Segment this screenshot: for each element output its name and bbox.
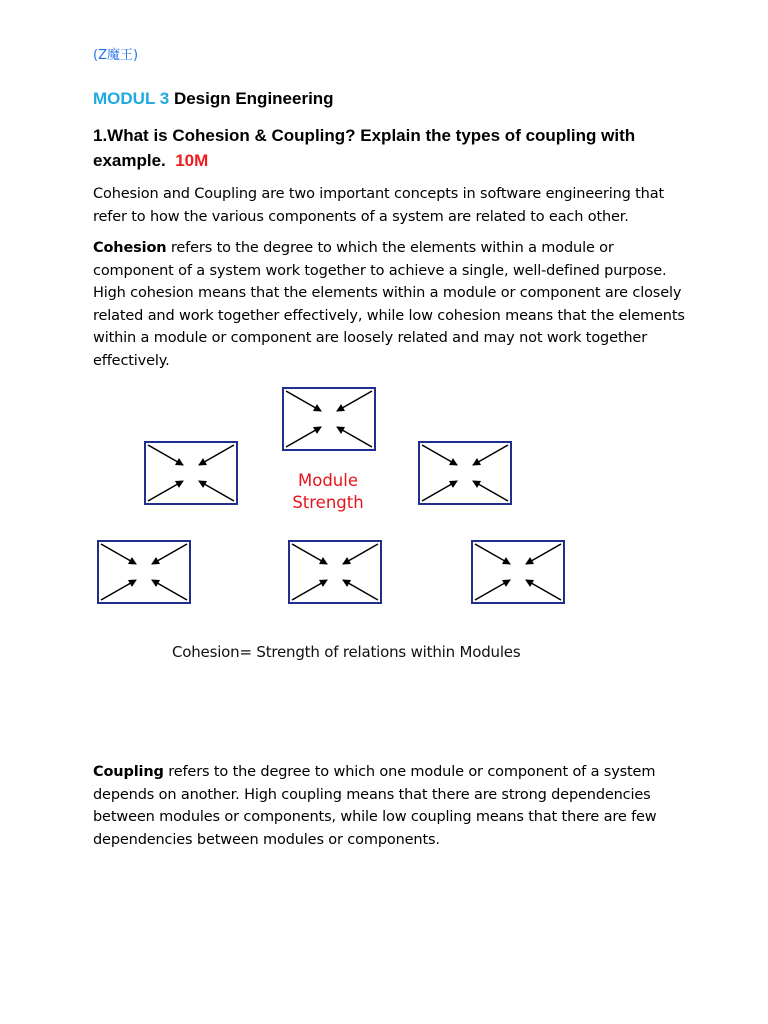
cohesion-diagram (0, 380, 768, 680)
inward-arrow (422, 445, 457, 465)
cohesion-paragraph (93, 237, 693, 373)
module-strength-figure (0, 380, 768, 680)
inward-arrow (526, 580, 561, 600)
question-heading (93, 123, 693, 173)
module-box (98, 541, 190, 603)
inward-arrow (526, 544, 561, 564)
inward-arrow (152, 580, 187, 600)
author-tag: (Z魔王) (93, 48, 139, 63)
inward-arrow (152, 544, 187, 564)
inward-arrow (475, 580, 510, 600)
inward-arrow (199, 481, 234, 501)
module-heading (93, 89, 334, 109)
inward-arrow (148, 445, 183, 465)
inward-arrow (475, 544, 510, 564)
inward-arrow (343, 544, 378, 564)
intro-paragraph: Cohesion and Coupling are two important concepts in software engineering that refer to how the various components of a system are related to each other. (93, 186, 664, 225)
inward-arrow (286, 391, 321, 411)
inward-arrow (343, 580, 378, 600)
inward-arrow (422, 481, 457, 501)
inward-arrow (337, 427, 372, 447)
module-title: Design Engineering (173, 89, 334, 108)
module-box (145, 442, 237, 504)
cohesion-term: Cohesion (93, 240, 167, 256)
inward-arrow (473, 445, 508, 465)
module-box (472, 541, 564, 603)
inward-arrow (473, 481, 508, 501)
module-box (289, 541, 381, 603)
diagram-caption: Cohesion= Strength of relations within Modules (172, 643, 521, 661)
inward-arrow (148, 481, 183, 501)
coupling-paragraph (93, 761, 693, 851)
inward-arrow (337, 391, 372, 411)
inward-arrow (292, 544, 327, 564)
module-number: MODUL 3 (93, 89, 170, 108)
inward-arrow (101, 580, 136, 600)
module-box (283, 388, 375, 450)
coupling-definition: refers to the degree to which one module or component of a system depends on another. High coupling means that there are strong dependencies between modules or components, while low coupling means that there are few dependencies between modules or components. (93, 764, 657, 848)
coupling-term: Coupling (93, 764, 164, 780)
inward-arrow (292, 580, 327, 600)
inward-arrow (199, 445, 234, 465)
cohesion-definition: refers to the degree to which the elements within a module or component of a system work together to achieve a single, well-defined purpose. High cohesion means that the elements within a module or component are closely related and work together effectively, while low cohesion means that the elements within a module or component are loosely related and may not work together effectively. (93, 240, 685, 369)
question-text: 1.What is Cohesion & Coupling? Explain the types of coupling with example. (93, 126, 636, 170)
inward-arrow (101, 544, 136, 564)
module-strength-label: Module Strength (292, 471, 364, 512)
question-marks: 10M (175, 151, 209, 170)
inward-arrow (286, 427, 321, 447)
module-box (419, 442, 511, 504)
